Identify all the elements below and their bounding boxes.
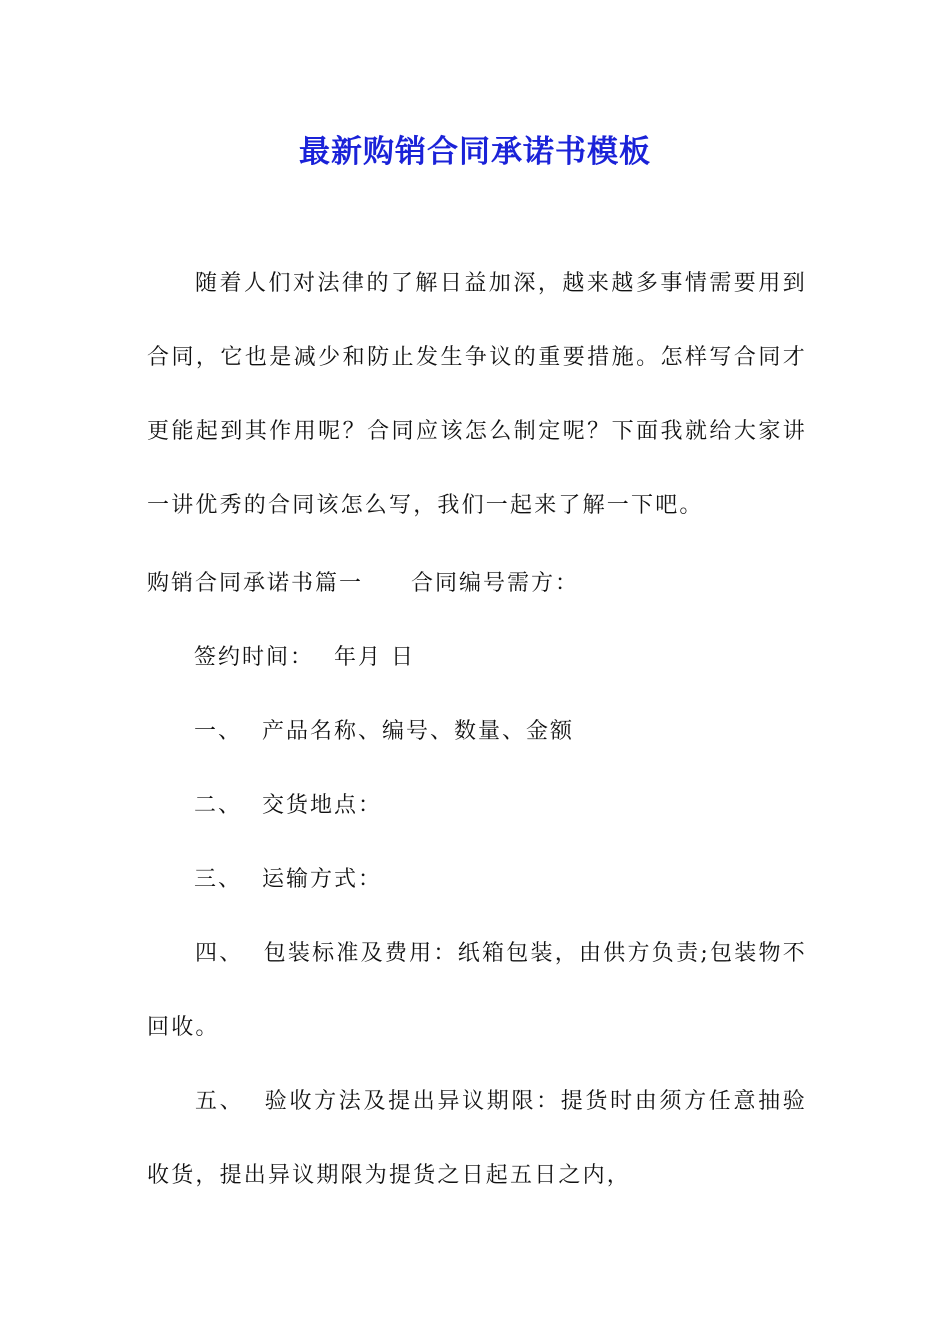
list-item-number: 五、: [195, 1089, 245, 1114]
list-item-text: 交货地点：: [262, 793, 383, 818]
list-item: [194, 769, 382, 843]
list-item-text: 包装标准及费用：纸箱包装，由供方负责;包装物不回收。: [147, 941, 807, 1040]
list-item-number: 三、: [194, 867, 243, 892]
list-item-number: 二、: [194, 793, 243, 818]
list-item-number: 一、: [194, 719, 243, 744]
intro-paragraph: 随着人们对法律的了解日益加深，越来越多事情需要用到合同，它也是减少和防止发生争议的重要措施。怎样写合同才更能起到其作用呢？合同应该怎么制定呢？下面我就给大家讲一讲优秀的合同该怎么写，我们一起来了解一下吧。: [147, 271, 807, 518]
document-title: 最新购销合同承诺书模板: [299, 134, 651, 170]
list-item-text: 验收方法及提出异议期限：提货时由须方任意抽验收货，提出异议期限为提货之日起五日之内，: [147, 1089, 808, 1188]
list-item-number: 四、: [195, 941, 244, 966]
section-heading: 购销合同承诺书篇一: [147, 571, 364, 596]
contract-number-label: 合同编号需方：: [411, 571, 580, 596]
list-item-text: 运输方式：: [262, 867, 383, 892]
sign-time-label: 签约时间：: [194, 645, 315, 670]
sign-time-line: [194, 621, 415, 695]
section-heading-line: [147, 547, 579, 621]
list-item: [147, 917, 807, 1065]
list-item: [147, 1065, 807, 1213]
sign-time-value: 年月 日: [334, 645, 416, 670]
list-item: [194, 695, 574, 769]
list-item-text: 产品名称、编号、数量、金额: [262, 719, 575, 744]
list-item: [194, 843, 382, 917]
